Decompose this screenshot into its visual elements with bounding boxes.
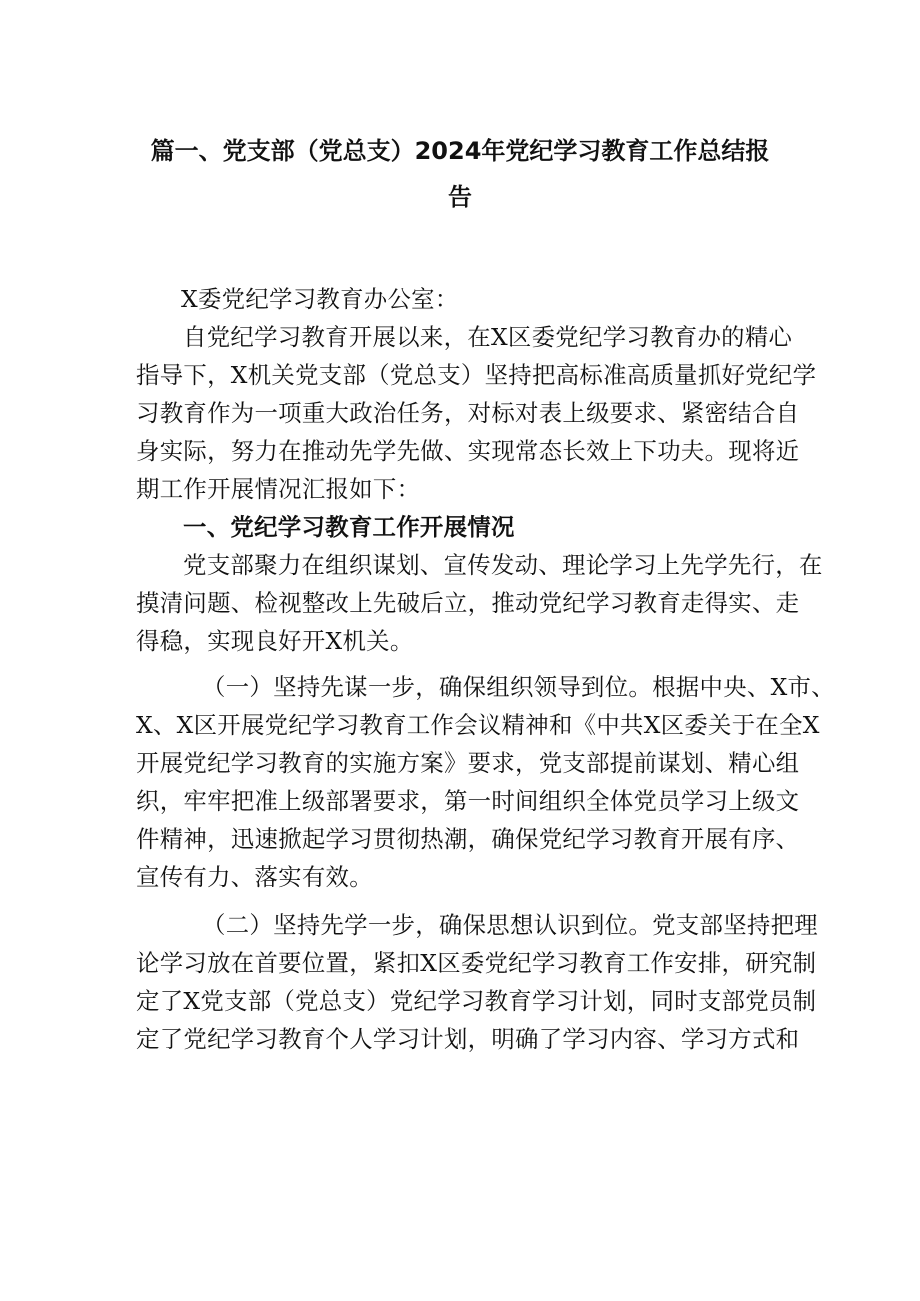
intro-line-1: 自党纪学习教育开展以来，在X区委党纪学习教育办的精心: [183, 323, 793, 351]
item2-line-4: 定了党纪学习教育个人学习计划，明确了学习内容、学习方式和: [136, 1025, 800, 1053]
title-line-2: 告: [448, 183, 472, 211]
item1-line-1: （一）坚持先谋一步，确保组织领导到位。根据中央、X市、: [202, 673, 835, 701]
section1-line-1: 党支部聚力在组织谋划、宣传发动、理论学习上先学先行，在: [183, 551, 823, 579]
recipient-line: X委党纪学习教育办公室：: [181, 285, 459, 313]
intro-line-5: 期工作开展情况汇报如下：: [136, 475, 421, 503]
intro-line-2: 指导下，X机关党支部（党总支）坚持把高标准高质量抓好党纪学: [136, 361, 817, 389]
document-body: [136, 280, 835, 1058]
intro-line-3: 习教育作为一项重大政治任务，对标对表上级要求、紧密结合自: [136, 399, 800, 427]
document-title: [130, 128, 790, 220]
item1-line-5: 件精神，迅速掀起学习贯彻热潮，确保党纪学习教育开展有序、: [136, 825, 800, 853]
item2-line-3: 定了X党支部（党总支）党纪学习教育学习计划，同时支部党员制: [136, 987, 817, 1015]
item1-line-6: 宣传有力、落实有效。: [136, 863, 373, 891]
section1-line-2: 摸清问题、检视整改上先破后立，推动党纪学习教育走得实、走: [136, 589, 800, 617]
title-line-1: 篇一、党支部（党总支）2024年党纪学习教育工作总结报: [150, 137, 770, 165]
item2-line-1: （二）坚持先学一步，确保思想认识到位。党支部坚持把理: [202, 911, 818, 939]
item2-line-2: 论学习放在首要位置，紧扣X区委党纪学习教育工作安排，研究制: [136, 949, 817, 977]
item1-line-3: 开展党纪学习教育的实施方案》要求，党支部提前谋划、精心组: [136, 749, 800, 777]
item1-line-2: X、X区开展党纪学习教育工作会议精神和《中共X区委关于在全X: [136, 711, 820, 739]
section-heading-1: 一、党纪学习教育工作开展情况: [183, 513, 515, 541]
intro-line-4: 身实际，努力在推动先学先做、实现常态长效上下功夫。现将近: [136, 437, 800, 465]
section1-line-3: 得稳，实现良好开X机关。: [136, 627, 414, 655]
item1-line-4: 织，牢牢把准上级部署要求，第一时间组织全体党员学习上级文: [136, 787, 800, 815]
